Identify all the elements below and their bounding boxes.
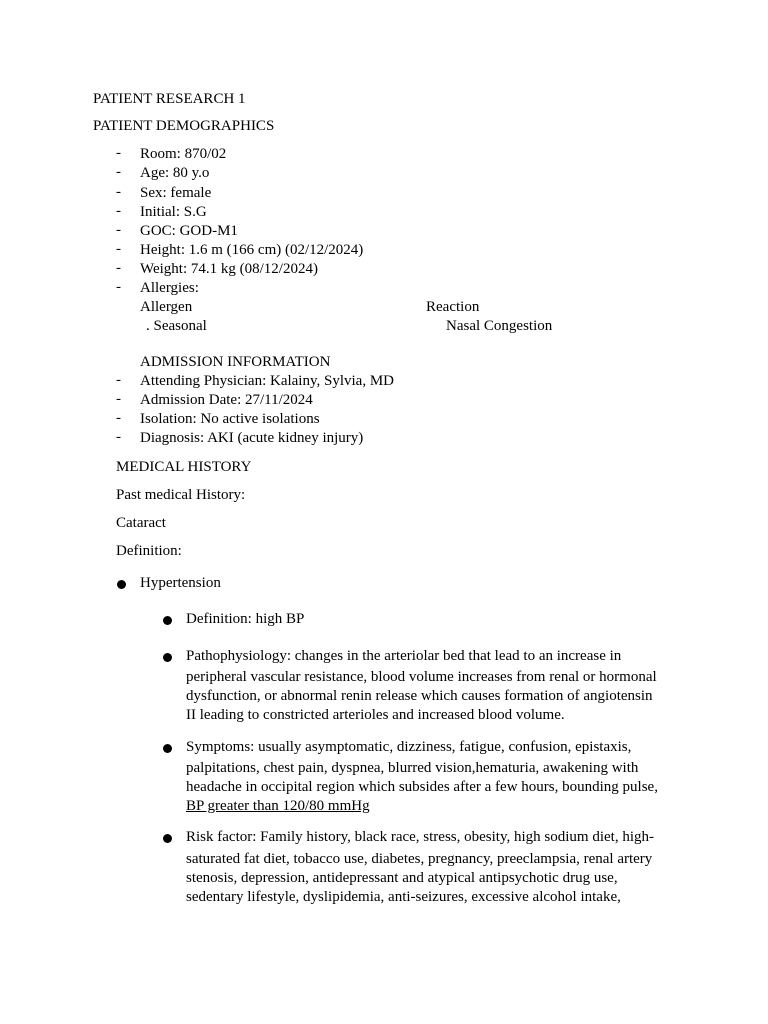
allergy-col-reaction: Reaction (426, 299, 480, 315)
medical-history-heading: MEDICAL HISTORY (116, 459, 252, 475)
admission-heading: ADMISSION INFORMATION (140, 354, 331, 370)
risk-factor-line-2: saturated fat diet, tobacco use, diabetes, pregnancy, preeclampsia, renal artery (186, 851, 653, 867)
demographics-heading: PATIENT DEMOGRAPHICS (93, 118, 275, 134)
symptoms-line-4: BP greater than 120/80 mmHg (186, 798, 370, 814)
document-title: PATIENT RESEARCH 1 (93, 91, 246, 107)
risk-factor-line-4: sedentary lifestyle, dyslipidemia, anti-seizures, excessive alcohol intake, (186, 889, 621, 905)
pathophysiology-line-3: dysfunction, or abnormal renin release which causes formation of angiotensin (186, 688, 653, 704)
condition-hypertension: Hypertension (140, 575, 221, 591)
list-dash: - (116, 164, 121, 180)
bullet-icon (163, 834, 172, 843)
demographics-allergies: Allergies: (140, 280, 199, 296)
definition-label: Definition: (116, 543, 182, 559)
cataract-text: Cataract (116, 515, 166, 531)
bullet-icon (163, 744, 172, 753)
list-dash: - (116, 145, 121, 161)
symptoms-line-3: headache in occipital region which subsides after a few hours, bounding pulse, (186, 779, 658, 795)
list-dash: - (116, 260, 121, 276)
pathophysiology-line-4: II leading to constricted arterioles and increased blood volume. (186, 707, 565, 723)
risk-factor-line-1: Risk factor: Family history, black race, stress, obesity, high sodium diet, high- (186, 829, 654, 845)
demographics-goc: GOC: GOD-M1 (140, 223, 238, 239)
bullet-icon (117, 580, 126, 589)
bullet-icon (163, 653, 172, 662)
allergy-col-allergen: Allergen (140, 299, 193, 315)
list-dash: - (116, 241, 121, 257)
allergy-row-reaction: Nasal Congestion (446, 318, 553, 334)
allergy-row-allergen: . Seasonal (146, 318, 207, 334)
past-medical-history-label: Past medical History: (116, 487, 246, 503)
demographics-sex: Sex: female (140, 185, 212, 201)
demographics-initial: Initial: S.G (140, 204, 207, 220)
risk-factor-line-3: stenosis, depression, antidepressant and atypical antipsychotic drug use, (186, 870, 618, 886)
list-dash: - (116, 410, 121, 426)
demographics-age: Age: 80 y.o (140, 165, 210, 181)
list-dash: - (116, 429, 121, 445)
admission-diagnosis: Diagnosis: AKI (acute kidney injury) (140, 430, 364, 446)
demographics-height: Height: 1.6 m (166 cm) (02/12/2024) (140, 242, 364, 258)
symptoms-line-2: palpitations, chest pain, dyspnea, blurred vision,hematuria, awakening with (186, 760, 639, 776)
symptoms-line-1: Symptoms: usually asymptomatic, dizziness, fatigue, confusion, epistaxis, (186, 739, 632, 755)
admission-isolation: Isolation: No active isolations (140, 411, 320, 427)
list-dash: - (116, 372, 121, 388)
bullet-icon (163, 616, 172, 625)
hypertension-definition: Definition: high BP (186, 611, 305, 627)
list-dash: - (116, 203, 121, 219)
admission-date: Admission Date: 27/11/2024 (140, 392, 313, 408)
demographics-room: Room: 870/02 (140, 146, 227, 162)
list-dash: - (116, 279, 121, 295)
pathophysiology-line-1: Pathophysiology: changes in the arteriolar bed that lead to an increase in (186, 648, 622, 664)
list-dash: - (116, 222, 121, 238)
admission-physician: Attending Physician: Kalainy, Sylvia, MD (140, 373, 395, 389)
list-dash: - (116, 391, 121, 407)
pathophysiology-line-2: peripheral vascular resistance, blood volume increases from renal or hormonal (186, 669, 657, 685)
demographics-weight: Weight: 74.1 kg (08/12/2024) (140, 261, 318, 277)
list-dash: - (116, 184, 121, 200)
